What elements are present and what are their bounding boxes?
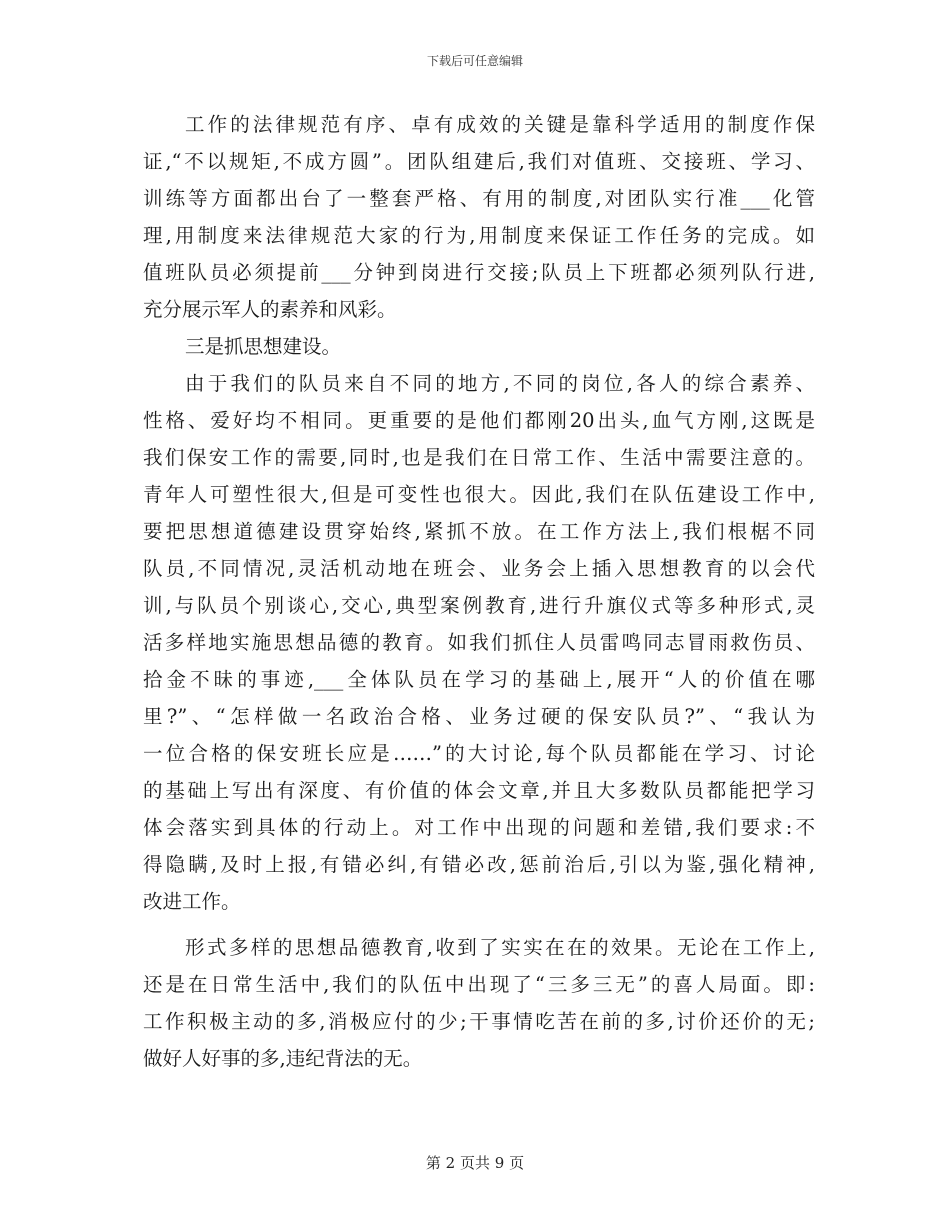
text-line: 一位合格的保安班长应是……”的大讨论,每个队员都能在学习、讨论 — [143, 742, 815, 765]
text-line: 三是抓思想建设。 — [185, 335, 342, 358]
text-line: 训练等方面都出台了一整套严格、有用的制度,对团队实行准___化管 — [143, 187, 815, 210]
page-header: 下载后可任意编辑 — [426, 54, 523, 68]
text-line: 形式多样的思想品德教育,收到了实实在在的效果。无论在工作上, — [185, 936, 815, 959]
text-line: 体会落实到具体的行动上。对工作中出现的问题和差错,我们要求:不 — [143, 816, 815, 839]
text-line: 拾金不昧的事迹,___全体队员在学习的基础上,展开“人的价值在哪 — [143, 668, 815, 691]
text-line: 里?”、“怎样做一名政治合格、业务过硬的保安队员?”、“我认为 — [143, 705, 815, 728]
text-line: 工作的法律规范有序、卓有成效的关键是靠科学适用的制度作保 — [185, 113, 815, 136]
text-line: 青年人可塑性很大,但是可变性也很大。因此,我们在队伍建设工作中, — [143, 483, 815, 506]
text-line: 证,“不以规矩,不成方圆”。团队组建后,我们对值班、交接班、学习、 — [143, 150, 815, 173]
text-line: 活多样地实施思想品德的教育。如我们抓住人员雷鸣同志冒雨救伤员、 — [143, 631, 815, 654]
paragraph-results — [143, 929, 815, 1077]
paragraph-rules-and-regulations — [143, 106, 815, 328]
document-body — [143, 106, 815, 1077]
text-line: 工作积极主动的多,消极应付的少;干事情吃苦在前的多,讨价还价的无; — [143, 1010, 815, 1033]
section-heading-ideology — [143, 328, 815, 365]
text-line: 由于我们的队员来自不同的地方,不同的岗位,各人的综合素养、 — [185, 372, 815, 395]
text-line: 要把思想道德建设贯穿始终,紧抓不放。在工作方法上,我们根椐不同 — [143, 520, 815, 543]
text-line: 得隐瞒,及时上报,有错必纠,有错必改,惩前治后,引以为鉴,强化精神, — [143, 853, 815, 876]
text-line: 理,用制度来法律规范大家的行为,用制度来保证工作任务的完成。如 — [143, 224, 815, 247]
text-line: 还是在日常生活中,我们的队伍中出现了“三多三无”的喜人局面。即: — [143, 973, 815, 996]
text-line: 值班队员必须提前___分钟到岗进行交接;队员上下班都必须列队行进, — [143, 261, 815, 284]
text-line: 改进工作。 — [143, 890, 241, 913]
text-line: 做好人好事的多,违纪背法的无。 — [143, 1047, 423, 1070]
text-line: 性格、爱好均不相同。更重要的是他们都刚20出头,血气方刚,这既是 — [143, 409, 815, 432]
text-line: 充分展示军人的素养和风彩。 — [143, 298, 397, 321]
page-number-footer: 第 2 页共 9 页 — [425, 1154, 525, 1172]
text-line: 队员,不同情况,灵活机动地在班会、业务会上插入思想教育的以会代 — [143, 557, 815, 580]
paragraph-ideological-education — [143, 365, 815, 920]
text-line: 我们保安工作的需要,同时,也是我们在日常工作、生活中需要注意的。 — [143, 446, 815, 469]
text-line: 的基础上写出有深度、有价值的体会文章,并且大多数队员都能把学习 — [143, 779, 815, 802]
paragraph-spacer — [143, 920, 815, 929]
text-line: 训,与队员个别谈心,交心,典型案例教育,进行升旗仪式等多种形式,灵 — [143, 594, 815, 617]
